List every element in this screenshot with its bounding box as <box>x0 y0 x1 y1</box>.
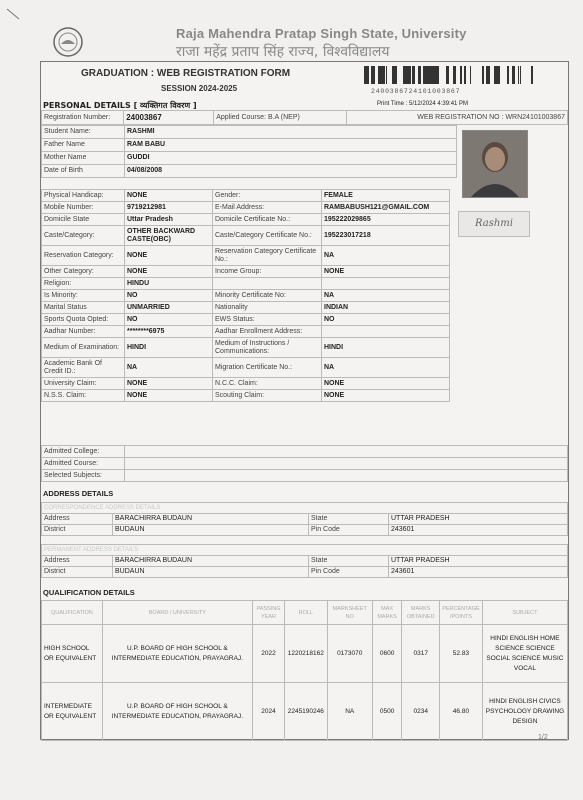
field-label: EWS Status: <box>213 314 322 326</box>
qualification-pct-cell: 52.83 <box>440 625 483 683</box>
qualification-header: MAX MARKS <box>372 601 402 625</box>
permanent-pin-value: 243601 <box>389 567 568 578</box>
registration-row <box>41 110 568 125</box>
field-value: INDIAN <box>322 302 450 314</box>
qualification-header: ROLL <box>285 601 328 625</box>
qualification-board-cell: U.P. BOARD OF HIGH SCHOOL & INTERMEDIATE EDUCATION, PRAYAGRAJ. <box>102 625 252 683</box>
student-signature: Rashmi <box>458 211 530 237</box>
field-value: FEMALE <box>322 190 450 202</box>
barcode-bar <box>486 66 487 84</box>
student-photo-image <box>463 131 527 197</box>
field-value: Uttar Pradesh <box>125 214 213 226</box>
field-label: Domicile Certificate No.: <box>213 214 322 226</box>
field-label: Nationality <box>213 302 322 314</box>
barcode-bar <box>494 66 497 84</box>
barcode-bar <box>446 66 449 84</box>
qualification-subject-cell: HINDI ENGLISH CIVICS PSYCHOLOGY DRAWING DESIGN <box>482 683 567 741</box>
barcode-bar <box>392 66 394 84</box>
barcode-bar <box>394 66 395 84</box>
field-label: Migration Certificate No.: <box>213 358 322 378</box>
correspondence-address-table <box>41 502 568 536</box>
permanent-address-heading: PERMANENT ADDRESS DETAILS <box>42 545 568 556</box>
field-value: NA <box>322 290 450 302</box>
field-label: Is Minority: <box>42 290 125 302</box>
personal-details-heading: PERSONAL DETAILS [ व्यक्तिगत विवरण ] <box>43 101 197 110</box>
registration-number-label: Registration Number: <box>42 111 124 125</box>
qualification-obt-cell: 0234 <box>402 683 440 741</box>
qualification-header: PASSING YEAR <box>252 601 284 625</box>
correspondence-pin-value: 243601 <box>389 525 568 536</box>
barcode-bar <box>380 66 383 84</box>
field-value: NONE <box>322 378 450 390</box>
qualification-qual-cell: INTERMEDIATE OR EQUIVALENT <box>42 683 103 741</box>
qualification-qual-cell: HIGH SCHOOL OR EQUIVALENT <box>42 625 103 683</box>
barcode-bar <box>432 66 435 84</box>
correspondence-district-value: BUDAUN <box>113 525 309 536</box>
field-value: NONE <box>322 266 450 278</box>
qualification-roll-cell: 2245190246 <box>285 683 328 741</box>
qualification-year-cell: 2022 <box>252 625 284 683</box>
pin-code-label: Pin Code <box>309 567 389 578</box>
session-label: SESSION 2024-2025 <box>161 84 238 93</box>
qualification-details-heading: QUALIFICATION DETAILS <box>43 588 135 597</box>
field-value: NONE <box>125 266 213 278</box>
field-value: NONE <box>322 390 450 402</box>
field-label: Medium of Examination: <box>42 338 125 358</box>
permanent-address-table <box>41 544 568 578</box>
barcode-bar <box>497 66 500 84</box>
field-value: 195223017218 <box>322 226 450 246</box>
pin-code-label: Pin Code <box>309 525 389 536</box>
admission-field-label: Admitted College: <box>42 446 125 458</box>
qualification-header: SUBJECT <box>482 601 567 625</box>
barcode-number: 2400386724101003867 <box>371 88 461 95</box>
field-label: E-Mail Address: <box>213 202 322 214</box>
permanent-address-value: BARACHIRRA BUDAUN <box>113 556 309 567</box>
barcode-bar <box>460 66 462 84</box>
barcode-bar <box>364 66 366 84</box>
field-value: NA <box>322 246 450 266</box>
correspondence-address-value: BARACHIRRA BUDAUN <box>113 514 309 525</box>
qualification-ms-cell: 0173070 <box>327 625 372 683</box>
field-value: RASHMI <box>125 126 457 139</box>
field-value: NO <box>125 290 213 302</box>
qualification-roll-cell: 1220218162 <box>285 625 328 683</box>
field-value: 9719212981 <box>125 202 213 214</box>
field-label: Aadhar Number: <box>42 326 125 338</box>
barcode-bar <box>395 66 397 84</box>
qualification-pct-cell: 46.80 <box>440 683 483 741</box>
field-label <box>213 278 322 290</box>
qualification-header: PERCENTAGE /POINTS <box>440 601 483 625</box>
barcode-bar <box>371 66 374 84</box>
admission-field-value <box>125 446 568 458</box>
field-value: OTHER BACKWARD CASTE(OBC) <box>125 226 213 246</box>
barcode-bar <box>453 66 456 84</box>
university-name-english: Raja Mahendra Pratap Singh State, University <box>176 26 467 41</box>
web-registration-number: WEB REGISTRATION NO : WRN24101003867 <box>347 111 568 125</box>
corner-mark-icon <box>6 8 20 20</box>
qualification-header: MARKSHEET NO <box>327 601 372 625</box>
barcode-bar <box>428 66 431 84</box>
permanent-state-value: UTTAR PRADESH <box>389 556 568 567</box>
qualification-table <box>41 600 568 741</box>
field-label: Income Group: <box>213 266 322 278</box>
registration-number-value: 24003867 <box>124 111 214 125</box>
barcode-bar <box>408 66 411 84</box>
field-value: NONE <box>125 378 213 390</box>
field-value: HINDI <box>322 338 450 358</box>
field-label: Gender: <box>213 190 322 202</box>
field-label: Academic Bank Of Credit ID.: <box>42 358 125 378</box>
field-value: NONE <box>125 246 213 266</box>
qualification-obt-cell: 0317 <box>402 625 440 683</box>
field-value: 195222029865 <box>322 214 450 226</box>
state-label: State <box>309 556 389 567</box>
field-label: Father Name <box>42 139 125 152</box>
barcode-bar <box>435 66 437 84</box>
address-details-heading: ADDRESS DETAILS <box>43 489 114 498</box>
admission-table <box>41 445 568 482</box>
qualification-ms-cell: NA <box>327 683 372 741</box>
field-label: N.C.C. Claim: <box>213 378 322 390</box>
field-value: NO <box>125 314 213 326</box>
qualification-subject-cell: HINDI ENGLISH HOME SCIENCE SCIENCE SOCIAL SCIENCE MUSIC VOCAL <box>482 625 567 683</box>
field-label: Domicile State <box>42 214 125 226</box>
field-label: Aadhar Enrollment Address: <box>213 326 322 338</box>
qualification-header: BOARD / UNIVERSITY <box>102 601 252 625</box>
field-label: Other Category: <box>42 266 125 278</box>
admission-field-value <box>125 458 568 470</box>
personal-details-table <box>41 189 450 402</box>
field-label: N.S.S. Claim: <box>42 390 125 402</box>
field-label: Marital Status <box>42 302 125 314</box>
qualification-header: MARKS OBTAINED <box>402 601 440 625</box>
district-label: District <box>42 567 113 578</box>
field-value: HINDI <box>125 338 213 358</box>
barcode-bar <box>412 66 415 84</box>
state-label: State <box>309 514 389 525</box>
field-label: Reservation Category Certificate No.: <box>213 246 322 266</box>
barcode-bar <box>403 66 405 84</box>
field-label: Caste/Category: <box>42 226 125 246</box>
barcode-bar <box>425 66 428 84</box>
applied-course-label: Applied Course: B.A (NEP) <box>214 111 347 125</box>
barcode-bar <box>520 66 521 84</box>
barcode-bar <box>531 66 533 84</box>
correspondence-address-heading: CORRESPONDENCE ADDRESS DETAILS <box>42 503 568 514</box>
barcode-bar <box>374 66 375 84</box>
qualification-max-cell: 0500 <box>372 683 402 741</box>
barcode-bar <box>431 66 432 84</box>
qualification-year-cell: 2024 <box>252 683 284 741</box>
barcode-bar <box>366 66 368 84</box>
university-name-hindi: राजा महेंद्र प्रताप सिंह राज्य, विश्वविद्यालय <box>176 44 390 60</box>
barcode-bar <box>518 66 519 84</box>
field-value: GUDDI <box>125 152 457 165</box>
basic-info-table <box>41 125 457 178</box>
field-label: Minority Certificate No: <box>213 290 322 302</box>
page-number: 1/2 <box>538 734 548 741</box>
field-label: Reservation Category: <box>42 246 125 266</box>
qualification-max-cell: 0600 <box>372 625 402 683</box>
barcode-bar <box>470 66 471 84</box>
field-value: NA <box>125 358 213 378</box>
field-value: NO <box>322 314 450 326</box>
barcode-bar <box>378 66 380 84</box>
field-label: Medium of Instructions / Communications: <box>213 338 322 358</box>
field-value: NA <box>322 358 450 378</box>
form-title: GRADUATION : WEB REGISTRATION FORM <box>81 68 291 79</box>
barcode-bar <box>507 66 509 84</box>
correspondence-state-value: UTTAR PRADESH <box>389 514 568 525</box>
print-time: Print Time : 5/12/2024 4:39:41 PM <box>377 101 469 107</box>
field-value: NONE <box>125 190 213 202</box>
barcode-bar <box>383 66 385 84</box>
field-label: Scouting Claim: <box>213 390 322 402</box>
barcode-bar <box>464 66 465 84</box>
barcode-bar <box>405 66 408 84</box>
admission-field-label: Selected Subjects: <box>42 470 125 482</box>
barcode-bar <box>418 66 421 84</box>
field-value: NONE <box>125 390 213 402</box>
field-value: RAMBABUSH121@GMAIL.COM <box>322 202 450 214</box>
field-label: Physical Handicap: <box>42 190 125 202</box>
student-photo <box>462 130 528 198</box>
field-label: Date of Birth <box>42 165 125 178</box>
barcode-bar <box>386 66 387 84</box>
barcode-bar <box>368 66 369 84</box>
barcode-bar <box>437 66 439 84</box>
university-logo-icon <box>52 26 84 58</box>
form-body <box>40 61 569 740</box>
barcode-bar <box>512 66 515 84</box>
field-label: Religion: <box>42 278 125 290</box>
field-value: RAM BABU <box>125 139 457 152</box>
field-value: 04/08/2008 <box>125 165 457 178</box>
barcode <box>364 66 534 84</box>
barcode-bar <box>482 66 484 84</box>
barcode-bar <box>465 66 466 84</box>
field-value <box>322 326 450 338</box>
barcode-bar <box>423 66 425 84</box>
field-label: University Claim: <box>42 378 125 390</box>
admission-field-value <box>125 470 568 482</box>
field-label: Caste/Category Certificate No.: <box>213 226 322 246</box>
address-label: Address <box>42 556 113 567</box>
field-value: UNMARRIED <box>125 302 213 314</box>
field-value <box>322 278 450 290</box>
address-label: Address <box>42 514 113 525</box>
field-value: HINDU <box>125 278 213 290</box>
field-label: Mother Name <box>42 152 125 165</box>
field-label: Mobile Number: <box>42 202 125 214</box>
qualification-board-cell: U.P. BOARD OF HIGH SCHOOL & INTERMEDIATE EDUCATION, PRAYAGRAJ. <box>102 683 252 741</box>
barcode-bar <box>487 66 490 84</box>
field-label: Sports Quota Opted: <box>42 314 125 326</box>
admission-field-label: Admitted Course: <box>42 458 125 470</box>
district-label: District <box>42 525 113 536</box>
field-value: ********6975 <box>125 326 213 338</box>
permanent-district-value: BUDAUN <box>113 567 309 578</box>
field-label: Student Name: <box>42 126 125 139</box>
qualification-header: QUALIFICATION <box>42 601 103 625</box>
